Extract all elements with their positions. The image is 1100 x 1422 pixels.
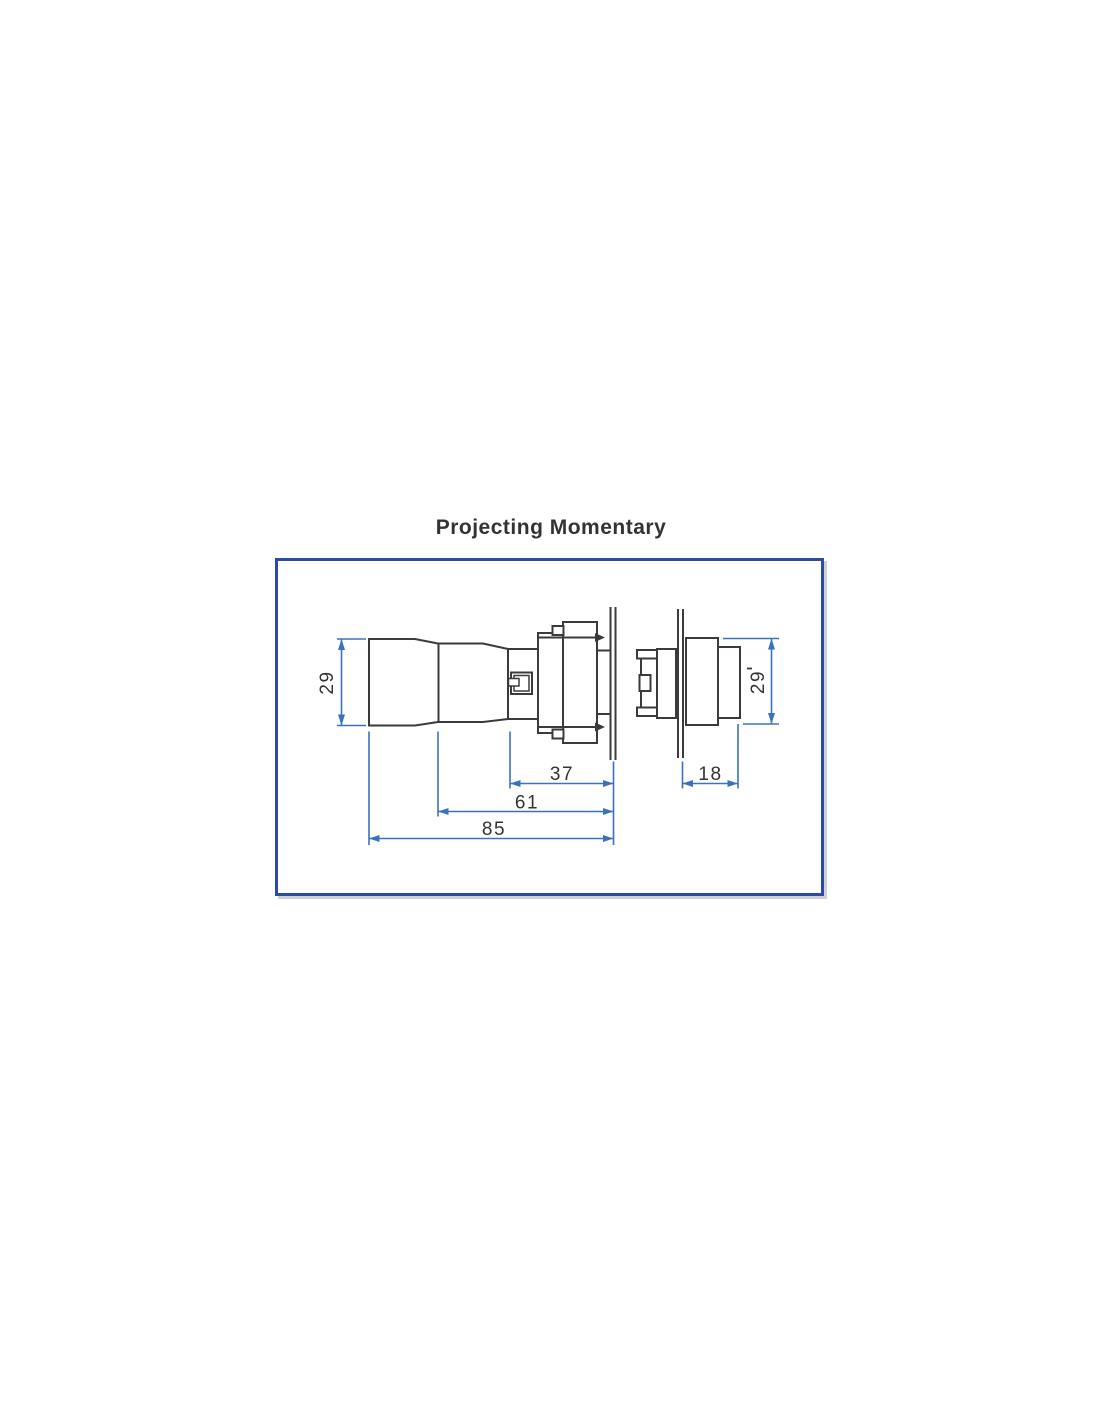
dim29L-arrow-up	[338, 639, 345, 650]
plug-top-tab	[637, 650, 657, 659]
dim85-arrow-right	[603, 835, 614, 842]
bezel-body	[686, 638, 718, 725]
mounting-flange	[563, 622, 597, 743]
dim37-arrow-left	[510, 780, 521, 787]
dim29R-arrow-down	[768, 713, 775, 724]
dim-label-61: 61	[514, 792, 540, 814]
latch-detail-tab	[509, 679, 520, 687]
bezel-button-face	[718, 647, 740, 718]
dimension-lines	[337, 639, 779, 846]
actuator-housing	[538, 633, 563, 733]
dim61-arrow-left	[438, 808, 449, 815]
left-assembly-outline	[369, 608, 616, 759]
plug-bottom-tab	[637, 708, 657, 717]
dim18-arrow-right	[728, 780, 739, 787]
dim29L-arrow-down	[338, 715, 345, 726]
dim-label-18: 18	[698, 764, 723, 785]
right-assembly-outline	[637, 610, 740, 757]
dim61-arrow-right	[603, 808, 614, 815]
dim-label-29-left: 29	[317, 670, 338, 695]
bottom-clip-arrowhead	[595, 723, 605, 732]
dim-label-85: 85	[481, 819, 507, 840]
dim85-arrow-left	[369, 835, 380, 842]
dimension-labels	[317, 669, 769, 841]
dim37-arrow-right	[603, 780, 614, 787]
dim18-arrow-left	[683, 780, 694, 787]
dim-label-29-right: 29	[748, 669, 769, 695]
top-clip-arrowhead	[595, 633, 605, 642]
plug-window	[640, 675, 651, 691]
flange-bottom-clip	[553, 730, 564, 739]
dim-label-37: 37	[549, 764, 575, 785]
dim29R-arrow-up	[768, 639, 775, 650]
flange-top-clip	[553, 626, 564, 635]
plug-body	[657, 649, 676, 718]
page-title: Projecting Momentary	[435, 516, 667, 539]
